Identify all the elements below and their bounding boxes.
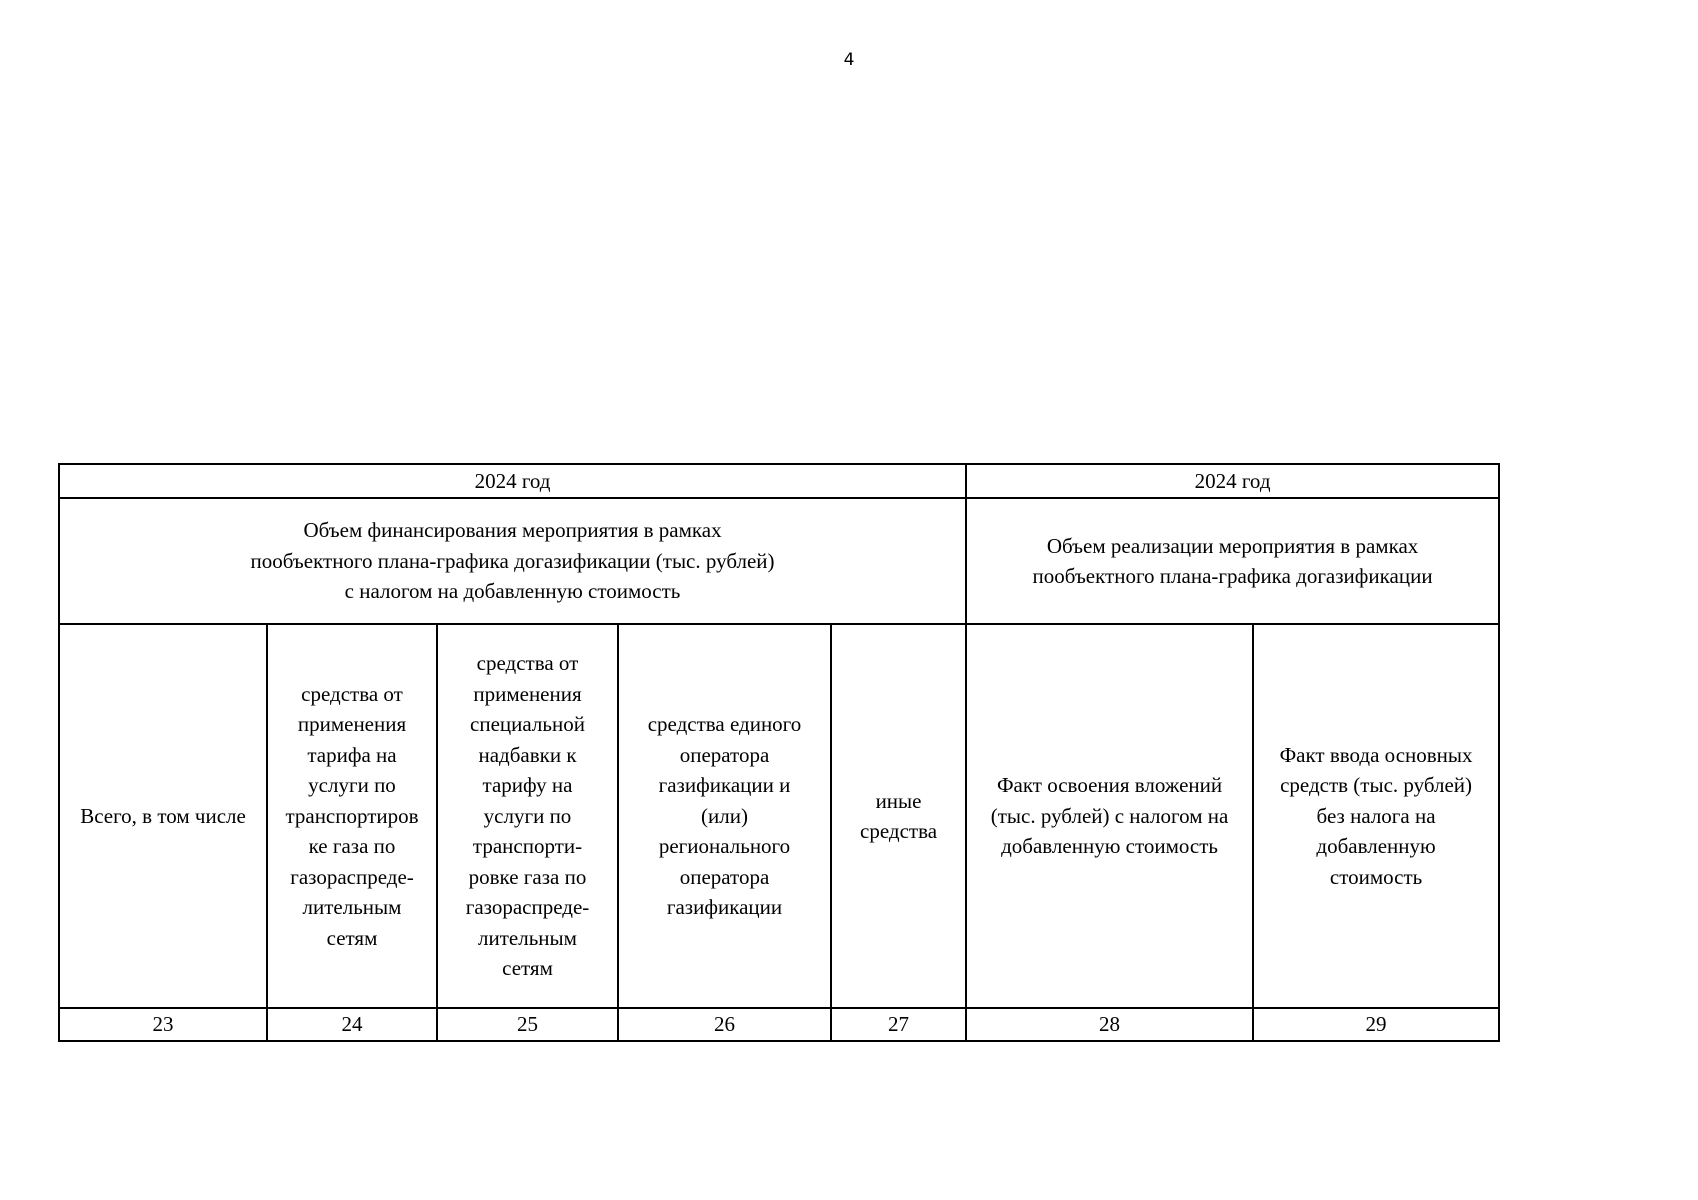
column-header-tariff-funds: средства от применения тарифа на услуги по транспортиров ке газа по газораспреде- лительным сетям xyxy=(267,624,437,1008)
column-header-other-funds: иные средства xyxy=(831,624,966,1008)
implementation-volume-header: Объем реализации мероприятия в рамках пообъектного плана-графика догазификации xyxy=(966,498,1499,624)
column-number: 28 xyxy=(966,1008,1253,1041)
column-number: 23 xyxy=(59,1008,267,1041)
column-header-actual-investment: Факт освоения вложений (тыс. рублей) с налогом на добавленную стоимость xyxy=(966,624,1253,1008)
group-header-row xyxy=(59,498,1499,624)
column-number-row xyxy=(59,1008,1499,1041)
column-number: 29 xyxy=(1253,1008,1499,1041)
financing-table xyxy=(58,463,1500,1042)
column-header-row xyxy=(59,624,1499,1008)
column-header-total: Всего, в том числе xyxy=(59,624,267,1008)
financing-volume-header: Объем финансирования мероприятия в рамках пообъектного плана-графика догазификации (тыс. рублей) с налогом на добавленную стоимость xyxy=(59,498,966,624)
column-number: 27 xyxy=(831,1008,966,1041)
year-header-left: 2024 год xyxy=(59,464,966,498)
column-header-special-surcharge-funds: средства от применения специальной надбавки к тарифу на услуги по транспорти- ровке газа по газораспреде- лительным сетям xyxy=(437,624,618,1008)
page-number: 4 xyxy=(843,50,855,70)
column-number: 26 xyxy=(618,1008,831,1041)
column-header-actual-commissioning: Факт ввода основных средств (тыс. рублей) без налога на добавленную стоимость xyxy=(1253,624,1499,1008)
year-header-row xyxy=(59,464,1499,498)
column-header-operator-funds: средства единого оператора газификации и (или) регионального оператора газификации xyxy=(618,624,831,1008)
year-header-right: 2024 год xyxy=(966,464,1499,498)
column-number: 24 xyxy=(267,1008,437,1041)
column-number: 25 xyxy=(437,1008,618,1041)
